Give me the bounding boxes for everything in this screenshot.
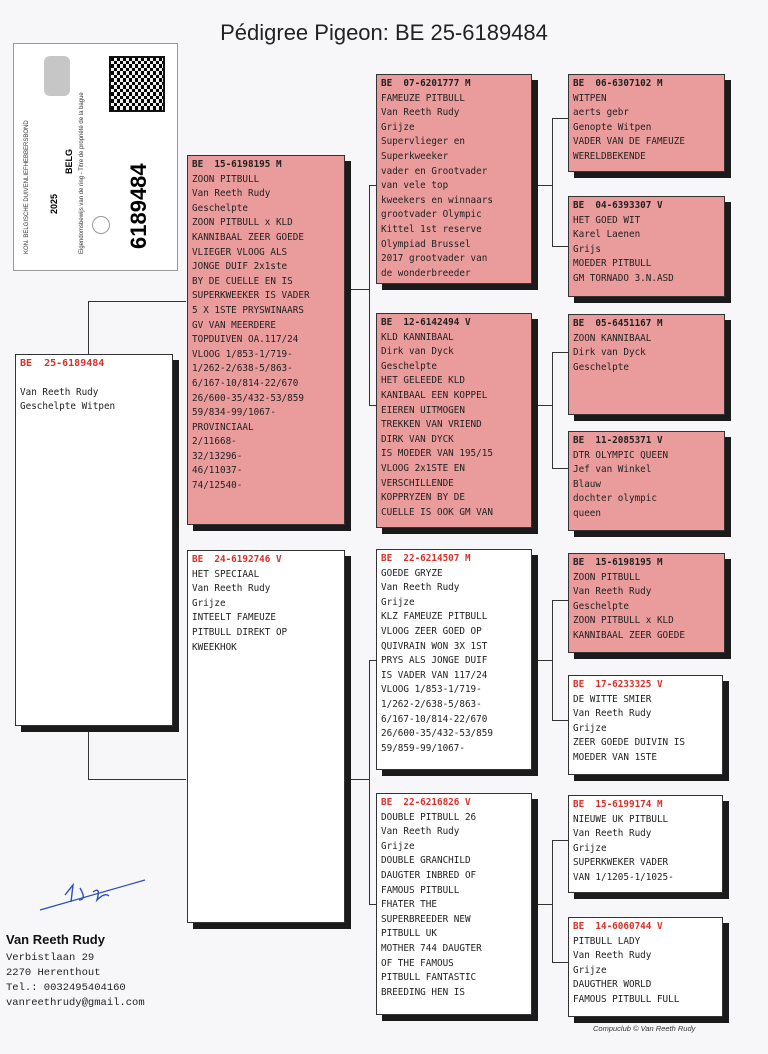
- card-ring: BE 04-6393307 V: [573, 200, 663, 211]
- card-line: Karel Laenen: [573, 229, 641, 241]
- card-line: ZOON KANNIBAAL: [573, 332, 652, 344]
- card-line: aerts gebr: [573, 107, 629, 119]
- card-line: KOPPRYZEN BY DE: [381, 492, 465, 504]
- card-line: DTR OLYMPIC QUEEN: [573, 449, 669, 461]
- card-line: Van Reeth Rudy: [381, 107, 460, 119]
- card-line: 74/12540-: [192, 480, 243, 492]
- card-line: KANIBAAL EEN KOPPEL: [381, 389, 488, 401]
- card-lines: [381, 331, 527, 521]
- pedigree-root-card: [15, 354, 173, 726]
- card-line: DIRK VAN DYCK: [381, 433, 454, 445]
- owner-name: Van Reeth Rudy: [6, 932, 105, 947]
- federation-logo-icon: [44, 56, 70, 96]
- father-card: [187, 155, 345, 525]
- card-lines: [573, 571, 720, 644]
- card-line: Jef van Winkel: [573, 464, 652, 476]
- card-line: Geschelpte: [573, 361, 629, 373]
- grandsire-paternal-card: [376, 74, 532, 284]
- father-ring: BE 15-6198195 M: [192, 159, 282, 170]
- root-line: Van Reeth Rudy: [20, 386, 99, 398]
- card-line: 59/834-99/1067-: [192, 407, 276, 419]
- card-line: ZOON PITBULL: [192, 173, 260, 185]
- card-line: Grijze: [192, 597, 226, 609]
- card-lines: [573, 92, 720, 165]
- card-line: PROVINCIAAL: [192, 421, 254, 433]
- father-lines: [192, 173, 340, 494]
- card-lines: [381, 811, 527, 1001]
- card-line: EIEREN UITMOGEN: [381, 404, 465, 416]
- card-line: Van Reeth Rudy: [573, 950, 652, 962]
- card-ring: BE 22-6214507 M: [381, 553, 471, 564]
- card-line: SUPERBREEDER NEW: [381, 913, 471, 925]
- card-line: Superkweeker: [381, 150, 449, 162]
- mother-lines: [192, 568, 340, 656]
- card-line: Van Reeth Rudy: [573, 708, 652, 720]
- card-line: Genopte Witpen: [573, 121, 652, 133]
- card-line: DOUBLE GRANCHILD: [381, 855, 471, 867]
- card-line: PITBULL FANTASTIC: [381, 972, 477, 984]
- card-line: Grijze: [573, 964, 607, 976]
- card-line: GM TORNADO 3.N.ASD: [573, 272, 674, 284]
- card-line: Kittel 1st reserve: [381, 223, 482, 235]
- card-ring: BE 06-6307102 M: [573, 78, 663, 89]
- card-ring: BE 12-6142494 V: [381, 317, 471, 328]
- root-line: Geschelpte Witpen: [20, 401, 116, 413]
- gen4-card-4: [568, 431, 725, 531]
- owner-block: [6, 932, 145, 1011]
- card-line: VADER VAN DE FAMEUZE: [573, 136, 685, 148]
- card-line: Van Reeth Rudy: [573, 586, 652, 598]
- card-line: ZOON PITBULL: [573, 571, 641, 583]
- card-line: Geschelpte: [573, 600, 629, 612]
- card-line: Dirk van Dyck: [573, 347, 646, 359]
- card-ring: BE 14-6060744 V: [573, 921, 663, 932]
- ring-small-text-2: Eigendomsbewijs van de ring - Titre de propriété de la bague: [79, 92, 85, 254]
- card-line: INTEELT FAMEUZE: [192, 612, 276, 624]
- gen4-card-6: [568, 675, 723, 775]
- card-line: KLZ FAMEUZE PITBULL: [381, 611, 488, 623]
- card-line: WERELDBEKENDE: [573, 150, 646, 162]
- card-line: BREEDING HEN IS: [381, 986, 465, 998]
- card-line: IS VADER VAN 117/24: [381, 669, 488, 681]
- card-line: Blauw: [573, 478, 601, 490]
- card-line: TOPDUIVEN OA.117/24: [192, 334, 299, 346]
- card-line: PITBULL UK: [381, 928, 437, 940]
- card-line: OF THE FAMOUS: [381, 957, 454, 969]
- card-line: Supervlieger en: [381, 136, 465, 148]
- card-line: WITPEN: [573, 92, 607, 104]
- card-line: HET GOED WIT: [573, 214, 641, 226]
- card-line: 26/600-35/432-53/859: [192, 392, 304, 404]
- card-ring: BE 07-6201777 M: [381, 78, 471, 89]
- card-line: ZEER GOEDE DUIVIN IS: [573, 737, 685, 749]
- card-line: vader en Grootvader: [381, 165, 488, 177]
- footer-credit: Compuclub © Van Reeth Rudy: [593, 1024, 696, 1033]
- card-line: KWEEKHOK: [192, 641, 237, 653]
- card-line: VLOOG 1/853-1/719-: [381, 684, 482, 696]
- owner-email: vanreethrudy@gmail.com: [6, 997, 145, 1009]
- card-line: VLOOG ZEER GOED OP: [381, 625, 482, 637]
- card-lines: [573, 332, 720, 376]
- card-line: Grijze: [381, 121, 415, 133]
- card-line: ZOON PITBULL x KLD: [573, 615, 674, 627]
- card-line: 2017 grootvader van: [381, 253, 488, 265]
- card-line: VLIEGER VLOOG ALS: [192, 246, 288, 258]
- gen4-card-5: [568, 553, 725, 653]
- signature-icon: [35, 870, 155, 925]
- gen4-card-8: [568, 917, 723, 1017]
- gen4-card-7: [568, 795, 723, 893]
- card-line: Grijze: [573, 722, 607, 734]
- card-lines: [573, 935, 718, 1008]
- card-line: 1/262-2/638-5/863-: [381, 698, 482, 710]
- card-line: IS MOEDER VAN 195/15: [381, 448, 493, 460]
- card-line: Geschelpte: [381, 360, 437, 372]
- card-line: grootvader Olympic: [381, 209, 482, 221]
- card-line: ZOON PITBULL x KLD: [192, 217, 293, 229]
- card-ring: BE 05-6451167 M: [573, 318, 663, 329]
- card-line: DAUGTHER WORLD: [573, 979, 652, 991]
- card-line: VLOOG 2x1STE EN: [381, 462, 465, 474]
- card-line: Van Reeth Rudy: [381, 826, 460, 838]
- card-ring: BE 15-6198195 M: [573, 557, 663, 568]
- card-line: Van Reeth Rudy: [573, 828, 652, 840]
- card-line: KLD KANNIBAAL: [381, 331, 454, 343]
- grandsire-maternal-card: [376, 549, 532, 770]
- card-line: QUIVRAIN WON 3X 1ST: [381, 640, 488, 652]
- gen4-card-3: [568, 314, 725, 415]
- gen4-card-2: [568, 196, 725, 297]
- ring-small-text-1: KON. BELGISCHE DUIVENLIEFHEBBERSBOND: [24, 120, 30, 254]
- card-line: dochter olympic: [573, 493, 657, 505]
- owner-city: 2270 Herenthout: [6, 967, 101, 979]
- qr-code-icon: [109, 56, 165, 112]
- card-line: FHATER THE: [381, 899, 437, 911]
- card-line: TREKKEN VAN VRIEND: [381, 419, 482, 431]
- granddam-maternal-card: [376, 793, 532, 1015]
- root-ring: BE 25-6189484: [20, 358, 105, 369]
- card-line: 46/11037-: [192, 465, 243, 477]
- card-line: 6/167-10/814-22/670: [192, 377, 299, 389]
- card-line: 59/859-99/1067-: [381, 742, 465, 754]
- card-line: SUPERKWEEKER IS VADER: [192, 290, 310, 302]
- card-lines: [381, 567, 527, 757]
- card-line: Grijze: [381, 840, 415, 852]
- card-lines: [573, 449, 720, 522]
- owner-phone: Tel.: 0032495404160: [6, 982, 126, 994]
- card-line: Geschelpte: [192, 202, 248, 214]
- card-line: FAMOUS PITBULL: [381, 884, 460, 896]
- card-line: BY DE CUELLE EN IS: [192, 275, 293, 287]
- card-line: 2/11668-: [192, 436, 237, 448]
- owner-address: Verbistlaan 29: [6, 952, 95, 964]
- card-line: Van Reeth Rudy: [381, 582, 460, 594]
- card-line: VAN 1/1205-1/1025-: [573, 871, 674, 883]
- card-line: 1/262-2/638-5/863-: [192, 363, 293, 375]
- card-line: Grijs: [573, 243, 601, 255]
- card-line: MOTHER 744 DAUGTER: [381, 942, 482, 954]
- card-line: Grijze: [381, 596, 415, 608]
- card-line: FAMEUZE PITBULL: [381, 92, 465, 104]
- card-line: CUELLE IS OOK GM VAN: [381, 506, 493, 518]
- card-line: de wonderbreeder: [381, 267, 471, 279]
- card-lines: [573, 693, 718, 766]
- card-line: JONGE DUIF 2x1ste: [192, 261, 288, 273]
- card-line: 26/600-35/432-53/859: [381, 728, 493, 740]
- card-line: HET GELEEDE KLD: [381, 375, 465, 387]
- card-line: PITBULL LADY: [573, 935, 641, 947]
- card-line: 6/167-10/814-22/670: [381, 713, 488, 725]
- card-lines: [573, 813, 718, 886]
- card-ring: BE 22-6216826 V: [381, 797, 471, 808]
- card-line: 32/13296-: [192, 450, 243, 462]
- card-line: VERSCHILLENDE: [381, 477, 454, 489]
- card-line: PITBULL DIREKT OP: [192, 626, 288, 638]
- card-line: DAUGTER INBRED OF: [381, 869, 477, 881]
- card-line: SUPERKWEKER VADER: [573, 857, 669, 869]
- page-title: Pédigree Pigeon: BE 25-6189484: [220, 20, 548, 45]
- ring-hole: [92, 216, 110, 234]
- card-line: MOEDER VAN 1STE: [573, 751, 657, 763]
- card-line: Olympiad Brussel: [381, 238, 471, 250]
- card-ring: BE 11-2085371 V: [573, 435, 663, 446]
- card-lines: [573, 214, 720, 287]
- card-line: FAMOUS PITBULL FULL: [573, 993, 680, 1005]
- card-line: KANNIBAAL ZEER GOEDE: [192, 231, 304, 243]
- card-line: Dirk van Dyck: [381, 346, 454, 358]
- card-ring: BE 17-6233325 V: [573, 679, 663, 690]
- card-line: kweekers en winnaars: [381, 194, 493, 206]
- card-line: DOUBLE PITBULL 26: [381, 811, 477, 823]
- card-line: MOEDER PITBULL: [573, 258, 652, 270]
- card-line: 5 X 1STE PRYSWINAARS: [192, 304, 304, 316]
- ring-number: 6189484: [126, 163, 151, 249]
- gen4-card-1: [568, 74, 725, 172]
- card-line: VLOOG 1/853-1/719-: [192, 348, 293, 360]
- card-line: HET SPECIAAL: [192, 568, 260, 580]
- card-line: Van Reeth Rudy: [192, 188, 271, 200]
- card-ring: BE 15-6199174 M: [573, 799, 663, 810]
- granddam-paternal-card: [376, 313, 532, 528]
- card-line: DE WITTE SMIER: [573, 693, 652, 705]
- ring-country: BELG: [64, 148, 74, 174]
- card-line: NIEUWE UK PITBULL: [573, 813, 669, 825]
- ring-label: [13, 43, 178, 271]
- card-line: KANNIBAAL ZEER GOEDE: [573, 629, 685, 641]
- card-line: PRYS ALS JONGE DUIF: [381, 655, 488, 667]
- mother-card: [187, 550, 345, 923]
- card-lines: [381, 92, 527, 282]
- card-line: van vele top: [381, 180, 449, 192]
- card-line: Grijze: [573, 842, 607, 854]
- card-line: GOEDE GRYZE: [381, 567, 443, 579]
- card-line: queen: [573, 507, 601, 519]
- ring-year: 2025: [49, 193, 59, 214]
- mother-ring: BE 24-6192746 V: [192, 554, 282, 565]
- card-line: GV VAN MEERDERE: [192, 319, 276, 331]
- card-line: Van Reeth Rudy: [192, 583, 271, 595]
